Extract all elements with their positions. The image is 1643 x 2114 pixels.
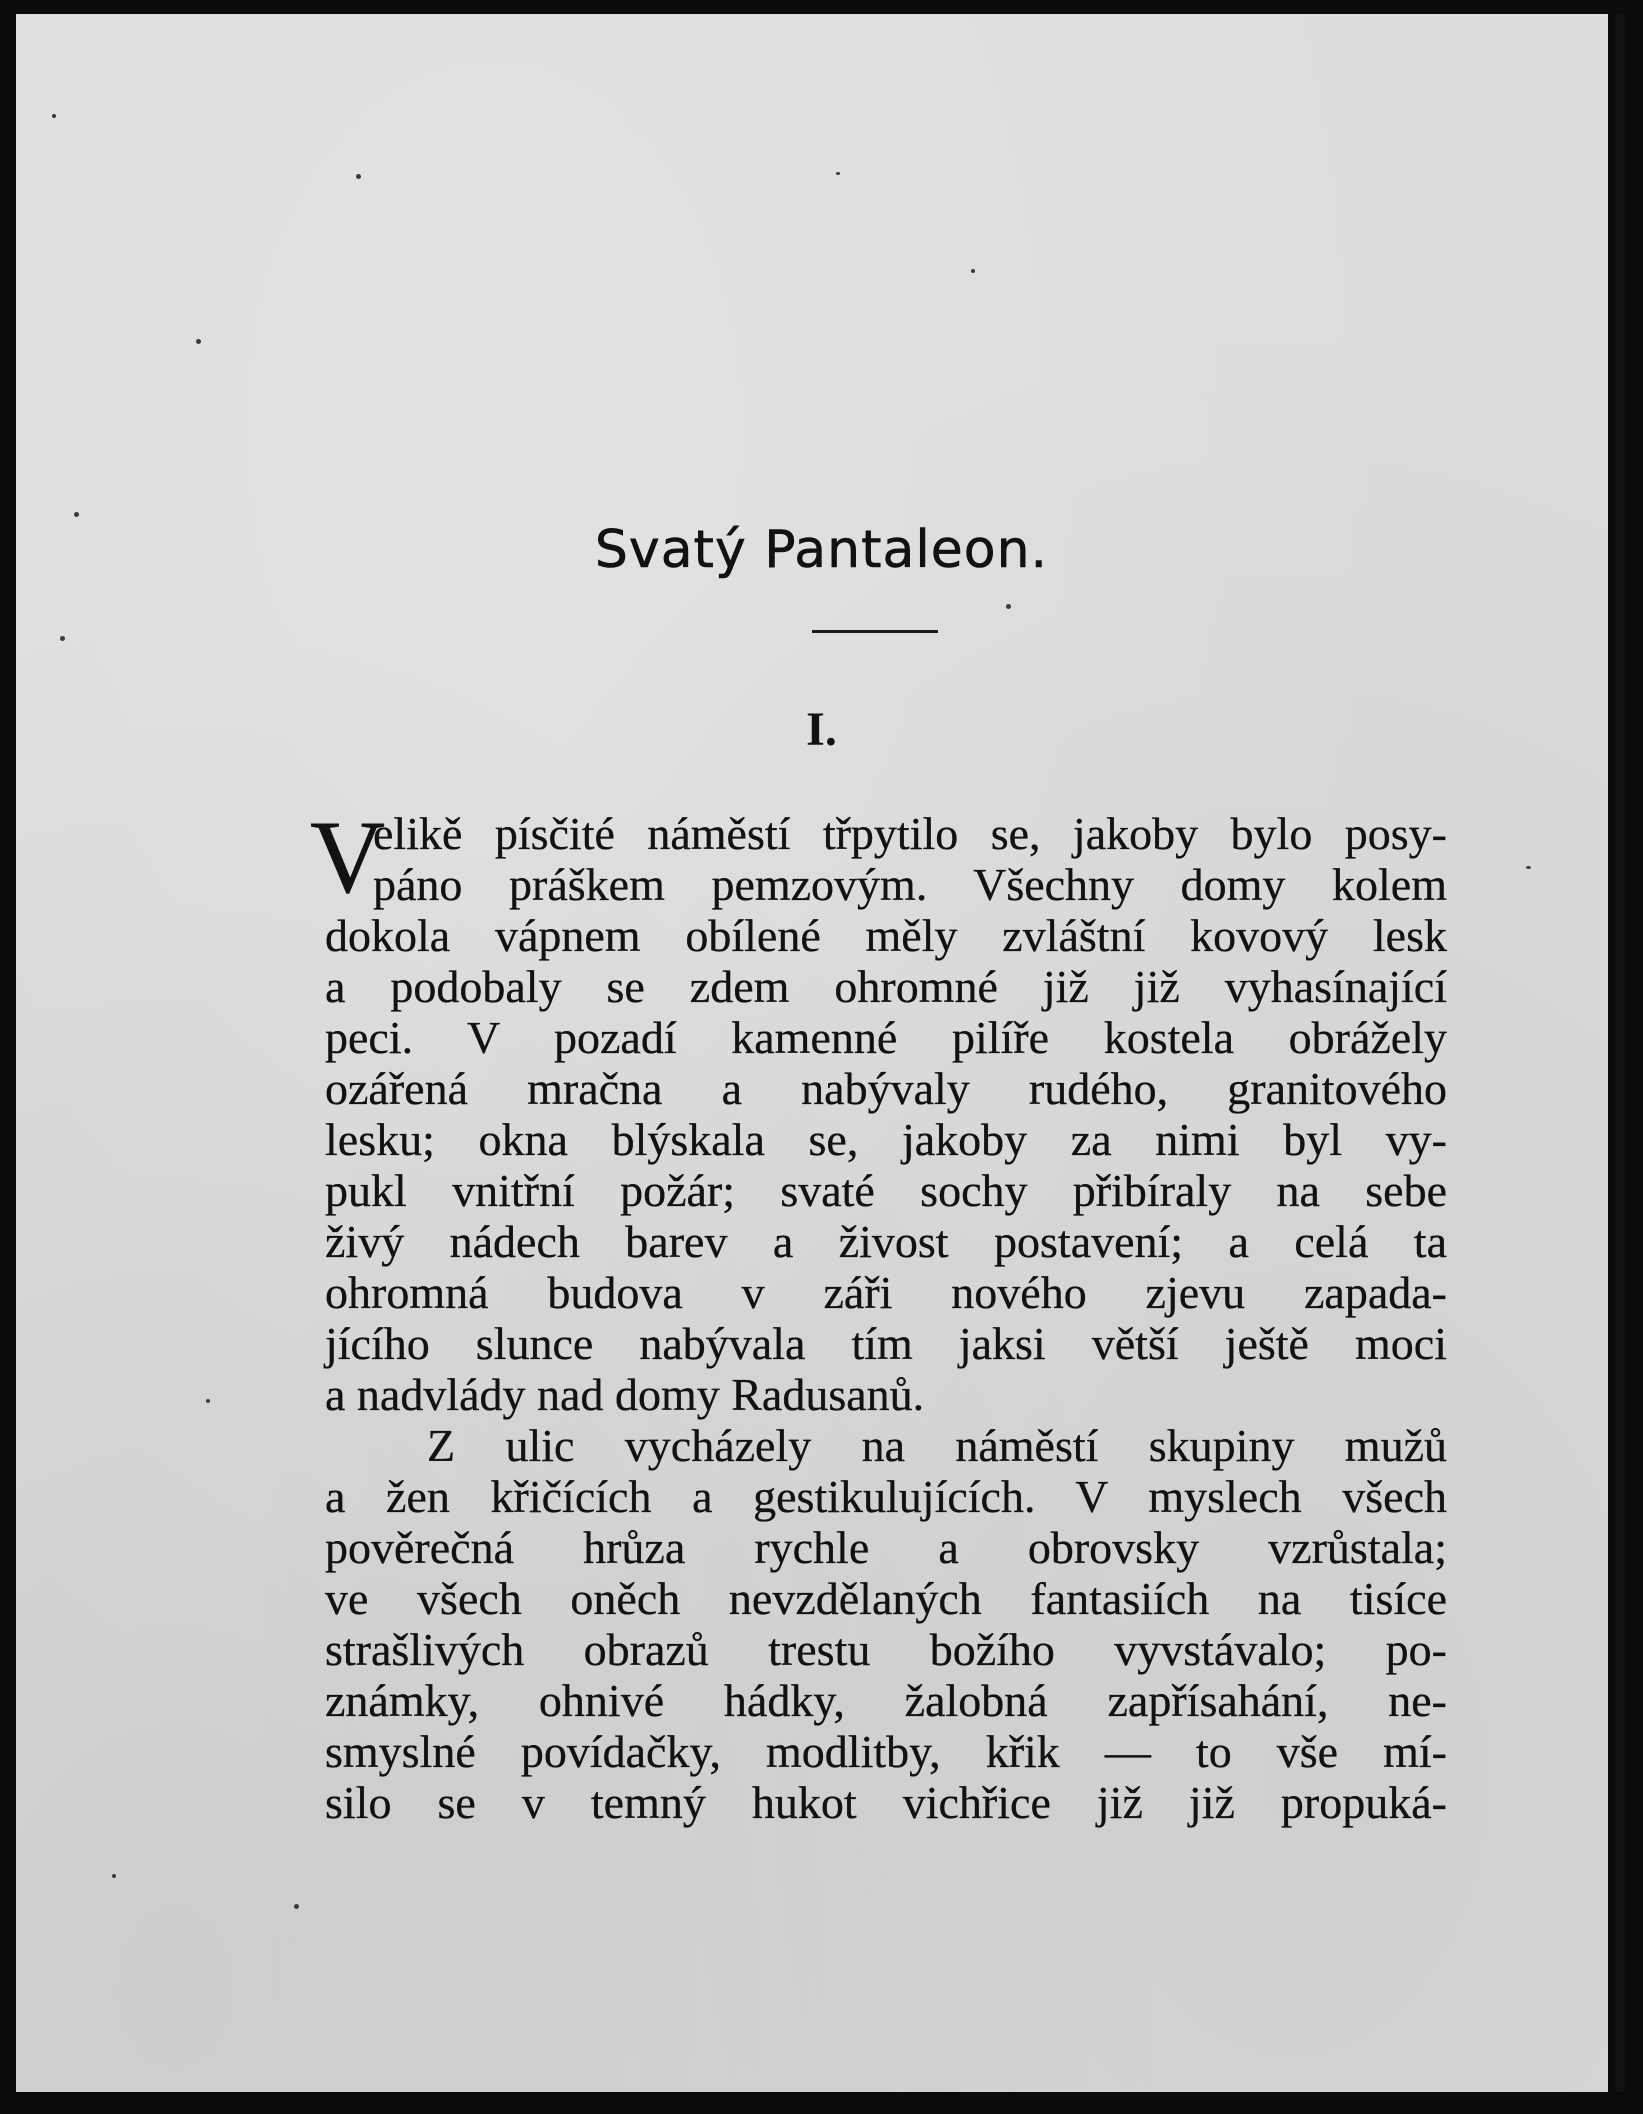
dust-speck <box>52 114 56 118</box>
dust-speck <box>294 1904 299 1909</box>
dust-speck <box>1526 866 1531 869</box>
story-body <box>325 808 1447 1828</box>
title-rule <box>812 630 938 633</box>
dust-speck <box>196 339 201 344</box>
text-line: živý nádech barev a živost postavení; a celá ta <box>325 1216 1447 1267</box>
text-line: Z ulic vycházely na náměstí skupiny mužů <box>427 1420 1447 1471</box>
drop-cap: V <box>310 800 386 915</box>
text-line: lesku; okna blýskala se, jakoby za nimi byl vy- <box>325 1114 1447 1165</box>
text-line: známky, ohnivé hádky, žalobná zapřísahání, ne- <box>325 1675 1447 1726</box>
text-line: elikě písčité náměstí třpytilo se, jakoby bylo posy- <box>373 808 1447 859</box>
dust-speck <box>60 636 65 641</box>
binding-edge <box>1615 14 1625 2092</box>
text-line: páno práškem pemzovým. Všechny domy kolem <box>373 859 1447 910</box>
dust-speck <box>1006 604 1011 609</box>
dust-speck <box>836 172 840 175</box>
dust-speck <box>206 1399 210 1403</box>
text-line: ozářená mračna a nabývaly rudého, granitového <box>325 1063 1447 1114</box>
chapter-number: I. <box>806 703 837 756</box>
dust-speck <box>74 512 79 517</box>
story-title: Svatý Pantaleon. <box>594 520 1049 580</box>
text-line: dokola vápnem obílené měly zvláštní kovový lesk <box>325 910 1447 961</box>
text-line: peci. V pozadí kamenné pilíře kostela obrážely <box>325 1012 1447 1063</box>
text-line: pověrečná hrůza rychle a obrovsky vzrůstala; <box>325 1522 1447 1573</box>
text-line: ohromná budova v záři nového zjevu zapada- <box>325 1267 1447 1318</box>
text-line: a podobaly se zdem ohromné již již vyhasínající <box>325 961 1447 1012</box>
text-line: a nadvlády nad domy Radusanů. <box>325 1369 925 1420</box>
text-line: jícího slunce nabývala tím jaksi větší ještě moci <box>325 1318 1447 1369</box>
text-line: ve všech oněch nevzdělaných fantasiích na tisíce <box>325 1573 1447 1624</box>
dust-speck <box>356 174 361 179</box>
text-line: a žen křičících a gestikulujících. V myslech všech <box>325 1471 1447 1522</box>
dust-speck <box>112 1874 116 1878</box>
text-line: pukl vnitřní požár; svaté sochy přibíraly na sebe <box>325 1165 1447 1216</box>
text-line: strašlivých obrazů trestu božího vyvstávalo; po- <box>325 1624 1447 1675</box>
text-line: smyslné povídačky, modlitby, křik — to vše mí- <box>325 1726 1447 1777</box>
text-line: silo se v temný hukot vichřice již již propuká- <box>325 1777 1447 1828</box>
dust-speck <box>971 269 975 273</box>
